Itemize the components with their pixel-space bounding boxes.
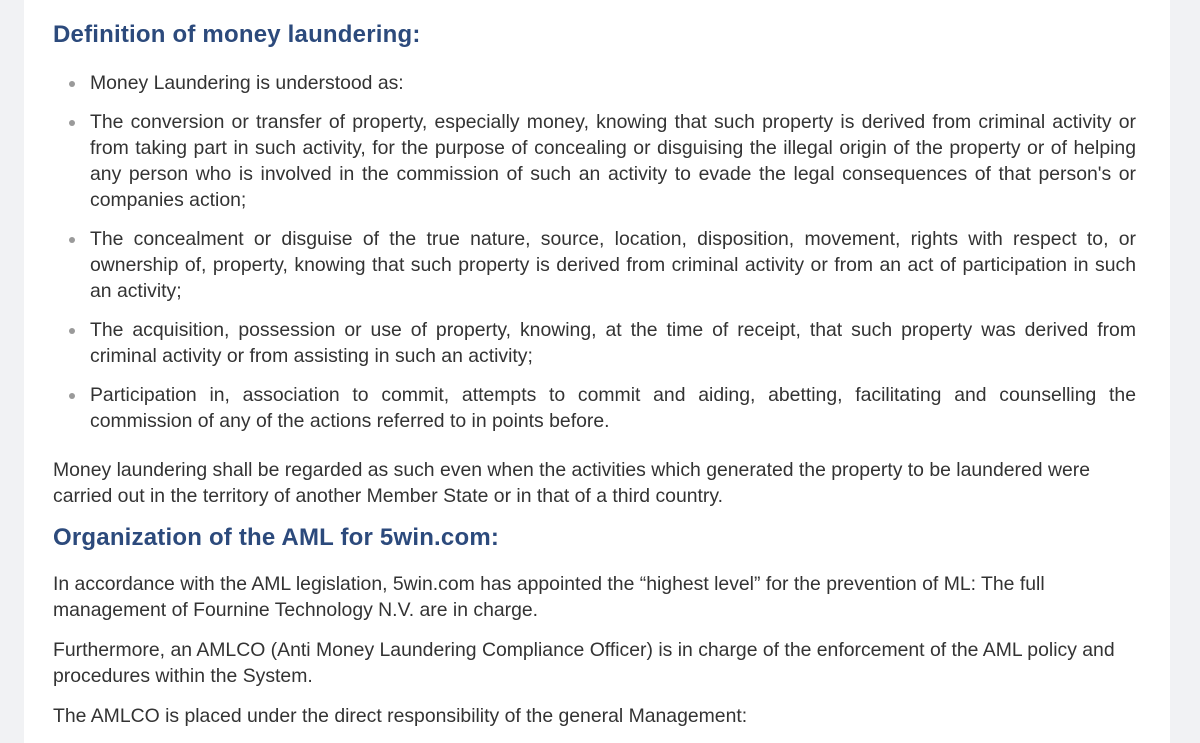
content-panel [24,0,1170,743]
list-item [53,109,1136,213]
organization-heading: Organization of the AML for 5win.com: [53,524,500,551]
bullet-icon [69,393,75,399]
list-item-text: The conversion or transfer of property, especially money, knowing that such property is derived from criminal activity or from taking part in such activity, for the purpose of concealing or disguising the illegal origin of the property or of helping any person who is involved in the commission of such an activity to evade the legal consequences of that person's or companies action; [90,111,1136,211]
list-item-text: The acquisition, possession or use of property, knowing, at the time of receipt, that such property was derived from criminal activity or from assisting in such an activity; [90,319,1136,367]
bullet-icon [69,237,75,243]
bullet-icon [69,120,75,126]
list-item-text: Participation in, association to commit, attempts to commit and aiding, abetting, facilitating and counselling the commission of any of the actions referred to in points before. [90,384,1136,432]
definition-heading: Definition of money laundering: [53,21,421,48]
list-item [53,317,1136,369]
list-item [53,382,1136,434]
list-item [53,226,1136,304]
organization-paragraph: The AMLCO is placed under the direct responsibility of the general Management: [53,705,748,727]
definition-list [53,70,1136,447]
list-item-text: Money Laundering is understood as: [90,72,404,94]
bullet-icon [69,81,75,87]
list-item [53,70,1136,96]
definition-closing-paragraph: Money laundering shall be regarded as such even when the activities which generated the property to be laundered were carried out in the territory of another Member State or in that of a third country. [53,459,1090,507]
bullet-icon [69,328,75,334]
organization-paragraph: In accordance with the AML legislation, 5win.com has appointed the “highest level” for the prevention of ML: The full management of Fournine Technology N.V. are in charge. [53,573,1045,621]
list-item-text: The concealment or disguise of the true nature, source, location, disposition, movement, rights with respect to, or ownership of, property, knowing that such property is derived from criminal activity or from an act of participation in such an activity; [90,228,1136,302]
organization-paragraph: Furthermore, an AMLCO (Anti Money Laundering Compliance Officer) is in charge of the enforcement of the AML policy and procedures within the System. [53,639,1115,687]
